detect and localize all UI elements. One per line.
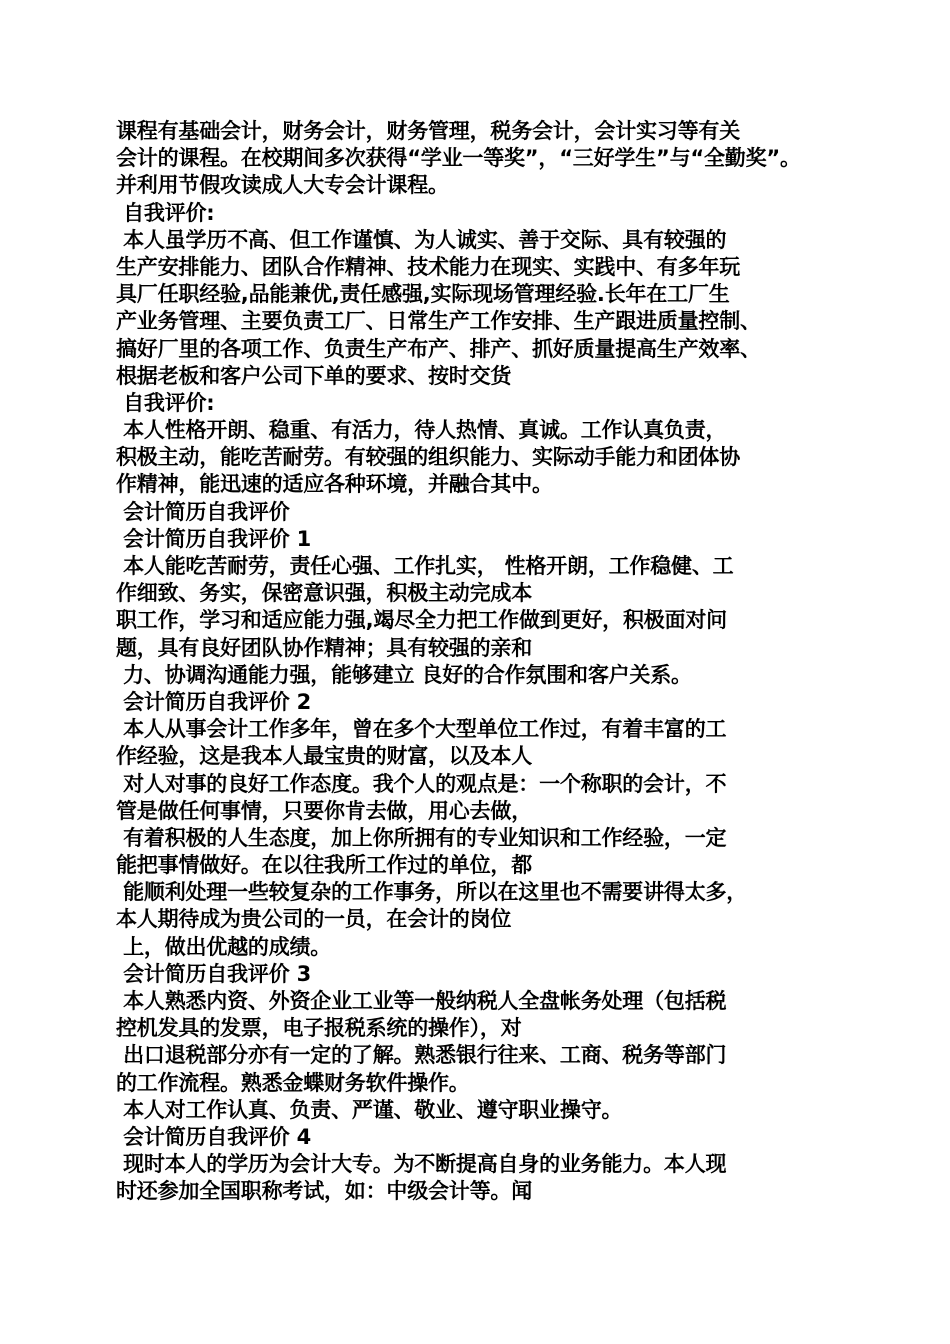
text-line: 作经验，这是我本人最宝贵的财富，以及本人 [116,744,532,769]
text-line: 管是做任何事情，只要你肯去做，用心去做， [116,798,532,823]
document-body [116,118,846,1206]
text-line: 力、协调沟通能力强，能够建立 良好的合作氛围和客户关系。 [116,662,692,687]
text-line: 搞好厂里的各项工作、负责生产布产、排产、抓好质量提高生产效率、 [116,336,761,361]
text-line: 会计简历自我评价 1 [116,526,312,551]
text-line: 出口退税部分亦有一定的了解。熟悉银行往来、工商、税务等部门 [116,1043,727,1068]
text-line: 本人能吃苦耐劳，责任心强、工作扎实， 性格开朗，工作稳健、工 [116,554,734,578]
text-line: 具厂任职经验,品能兼优,责任感强,实际现场管理经验.长年在工厂生 [116,282,730,307]
text-line: 有着积极的人生态度，加上你所拥有的专业知识和工作经验，一定 [116,825,727,850]
text-line: 本人虽学历不高、但工作谨慎、为人诚实、善于交际、具有较强的 [116,227,727,252]
text-line: 本人熟悉内资、外资企业工业等一般纳税人全盘帐务处理（包括税 [116,989,727,1013]
text-line: 能顺利处理一些较复杂的工作事务，所以在这里也不需要讲得太多， [116,880,748,905]
text-line: 并利用节假攻读成人大专会计课程。 [116,173,449,198]
text-line: 时还参加全国职称考试，如：中级会计等。闻 [116,1179,532,1204]
text-line: 课程有基础会计，财务会计，财务管理，税务会计，会计实习等有关 [116,119,740,143]
text-line: 作细致、务实，保密意识强，积极主动完成本 [116,581,532,606]
text-line: 会计简历自我评价 3 [116,961,312,986]
text-line: 的工作流程。熟悉金蝶财务软件操作。 [116,1070,470,1095]
text-line: 会计简历自我评价 4 [116,1124,312,1149]
text-line: 生产安排能力、团队合作精神、技术能力在现实、实践中、有多年玩 [116,254,740,279]
text-line: 本人从事会计工作多年，曾在多个大型单位工作过，有着丰富的工 [116,717,727,742]
text-line: 题，具有良好团队协作精神；具有较强的亲和 [116,635,532,660]
text-line: 本人期待成为贵公司的一员，在会计的岗位 [116,907,512,932]
text-line: 作精神，能迅速的适应各种环境，并融合其中。 [116,472,553,497]
text-line: 积极主动，能吃苦耐劳。有较强的组织能力、实际动手能力和团体协 [116,445,740,470]
text-line: 控机发具的发票，电子报税系统的操作），对 [116,1016,522,1041]
text-line: 职工作，学习和适应能力强,竭尽全力把工作做到更好，积极面对问 [116,608,727,633]
text-line: 现时本人的学历为会计大专。为不断提高自身的业务能力。本人现 [116,1152,727,1177]
text-line: 本人性格开朗、稳重、有活力，待人热情、真诚。工作认真负责， [116,418,727,443]
text-line: 会计的课程。在校期间多次获得“学业一等奖”，“三好学生”与“全勤奖”。 [116,146,801,171]
text-line: 根据老板和客户公司下单的要求、按时交货 [116,363,512,388]
text-line: 会计简历自我评价 2 [116,689,312,714]
text-line: 对人对事的良好工作态度。我个人的观点是：一个称职的会计，不 [116,771,727,796]
text-line: 自我评价: [116,200,215,225]
text-line: 会计简历自我评价 [116,499,290,524]
text-line: 本人对工作认真、负责、严谨、敬业、遵守职业操守。 [116,1097,623,1122]
text-line: 上，做出优越的成绩。 [116,934,332,959]
text-line: 能把事情做好。在以往我所工作过的单位，都 [116,853,532,878]
text-line: 自我评价: [116,390,215,415]
text-line: 产业务管理、主要负责工厂、日常生产工作安排、生产跟进质量控制、 [116,309,761,334]
